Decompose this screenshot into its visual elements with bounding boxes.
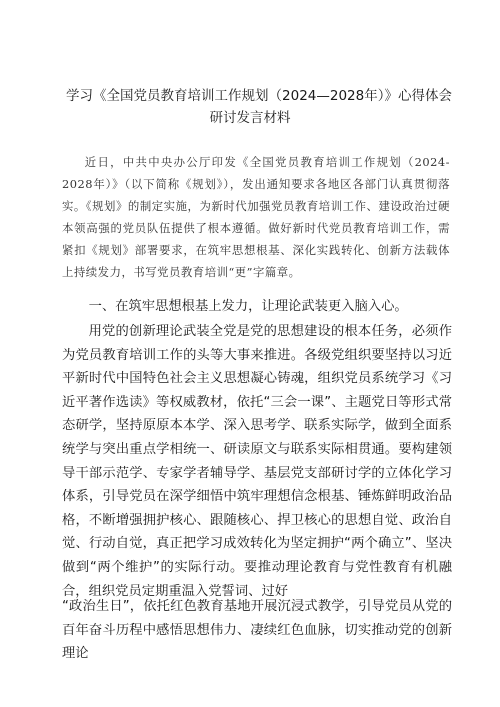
intro-paragraph: 近日，中共中央办公厅印发《全国党员教育培训工作规划（2024-2028年）》（以下简称《规划》），发出通知要求各地区各部门认真贯彻落实。《规划》的制定实施，为新时代加强党员教育培训工作、建设政治过硬本领高强的党员队伍提供了根本遵循。做好新时代党员教育培训工作，需紧扣《规划》部署要求，在筑牢思想根基、深化实践转化、创新方法载体上持续发力，书写党员教育培训“更”字篇章。 <box>62 155 450 279</box>
document-title: 学习《全国党员教育培训工作规划（2024—2028年）》心得体会 <box>66 88 452 104</box>
section-body-continuation: “政治生日”，依托红色教育基地开展沉浸式教学，引导党员从党的百年奋斗历程中感悟思想伟力、凄续红色血脉，切实推动党的创新理论 <box>62 599 452 662</box>
section-body-paragraph: 用党的创新理论武装全党是党的思想建设的根本任务，必须作为党员教育培训工作的头等大事来推进。各级党组织要坚持以习近平新时代中国特色社会主义思想凝心铸魂，组织党员系统学习《习近平著作选读》等权威教材，依托“三会一课”、主题党日等形式常态研学，坚持原原本本学、深入思考学、联系实际学，做到全面系统学与突出重点学相统一、研读原文与联系实际相贯通。要构建领导干部示范学、专家学者辅导学、基层党支部研讨学的立体化学习体系，引导党员在深学细悟中筑牢理想信念根基、锤炼鲜明政治品格，不断增强拥护核心、跟随核心、捍卫核心的思想自觉、政治自觉、行动自觉，真正把学习成效转化为坚定拥护“两个确立”、坚决做到“两个维护”的实际行动。要推动理论教育与党性教育有机融合，组织党员定期重温入党誓词、过好 <box>62 324 452 599</box>
document-subtitle: 研讨发言材料 <box>209 110 291 126</box>
section-heading-1: 一、在筑牢思想根基上发力，让理论武装更入脑入心。 <box>88 299 408 314</box>
